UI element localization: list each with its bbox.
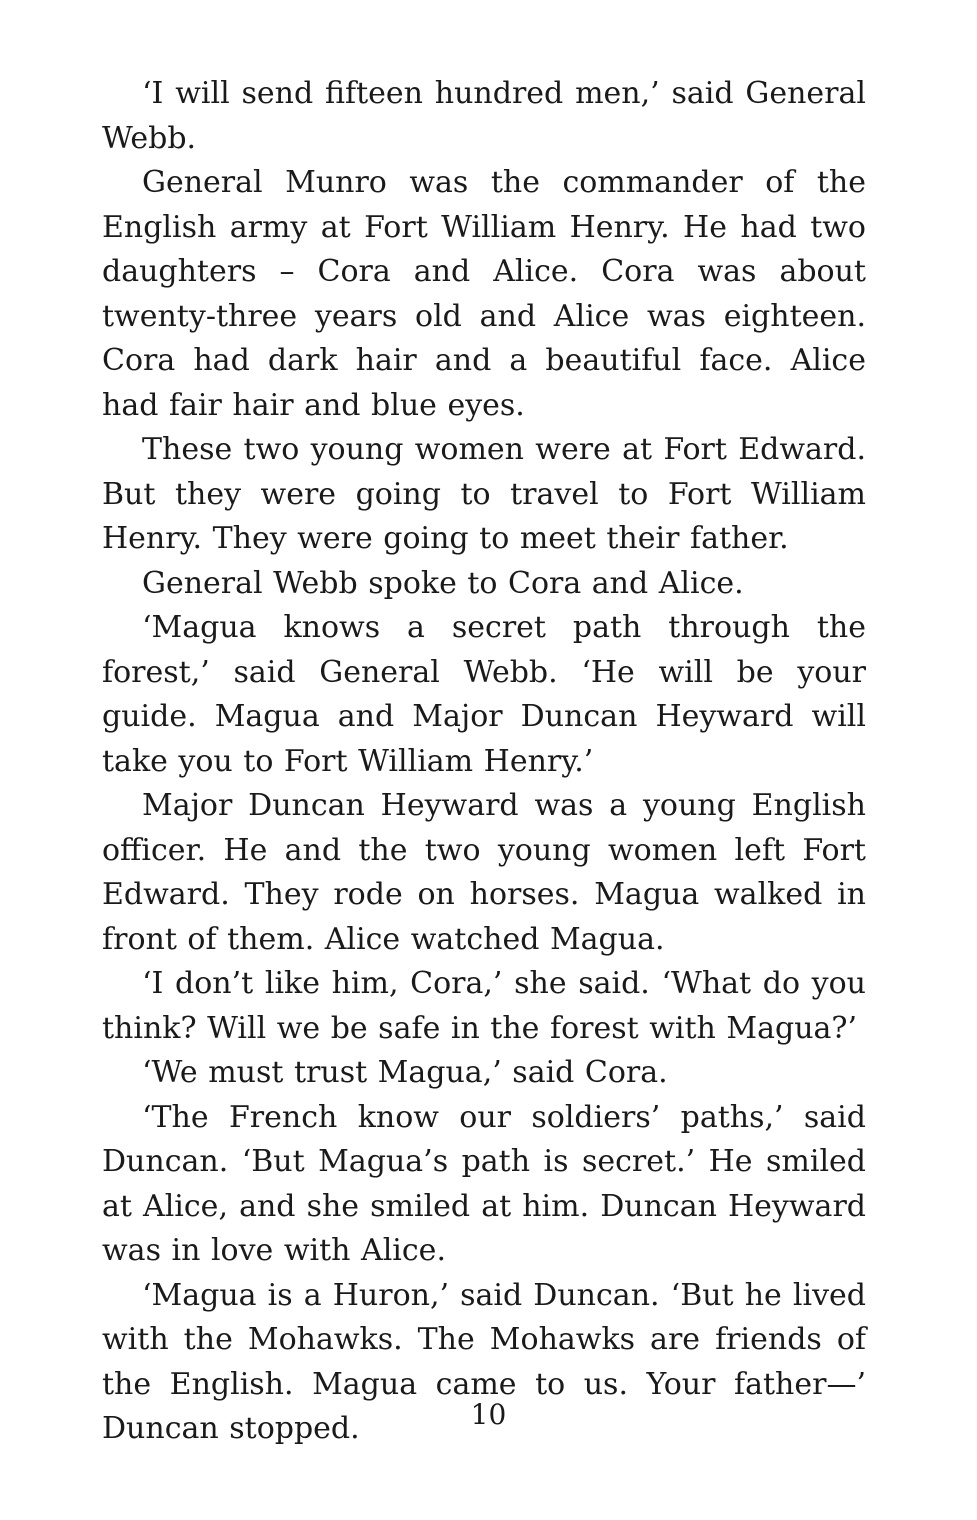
paragraph: ‘The French know our soldiers’ paths,’ said Duncan. ‘But Magua’s path is secret.’ He smiled at Alice, and she smiled at him. Duncan Heyward was in love with Alice. xyxy=(102,1099,866,1268)
book-page-text xyxy=(102,72,866,1452)
paragraph: ‘Magua is a Huron,’ said Duncan. ‘But he lived with the Mohawks. The Mohawks are friends of the English. Magua came to us. Your father—’ Duncan stopped. xyxy=(102,1277,866,1446)
paragraph: These two young women were at Fort Edward. But they were going to travel to Fort William Henry. They were going to meet their father. xyxy=(102,432,866,556)
paragraph: General Webb spoke to Cora and Alice. xyxy=(142,565,744,601)
paragraph: ‘I don’t like him, Cora,’ she said. ‘What do you think? Will we be safe in the forest with Magua?’ xyxy=(102,966,866,1046)
page-number: 10 xyxy=(470,1398,507,1431)
paragraph: ‘I will send fifteen hundred men,’ said General Webb. xyxy=(102,76,866,156)
paragraph: ‘We must trust Magua,’ said Cora. xyxy=(142,1055,668,1090)
paragraph: Major Duncan Heyward was a young English officer. He and the two young women left Fort Edward. They rode on horses. Magua walked in front of them. Alice watched Magua. xyxy=(102,788,866,957)
paragraph: General Munro was the commander of the English army at Fort William Henry. He had two daughters – Cora and Alice. Cora was about twenty-three years old and Alice was eighteen. Cora had dark hair and a beautiful face. Alice had fair hair and blue eyes. xyxy=(102,165,866,423)
paragraph: ‘Magua knows a secret path through the forest,’ said General Webb. ‘He will be your guide. Magua and Major Duncan Heyward will take you to Fort William Henry.’ xyxy=(102,610,866,779)
